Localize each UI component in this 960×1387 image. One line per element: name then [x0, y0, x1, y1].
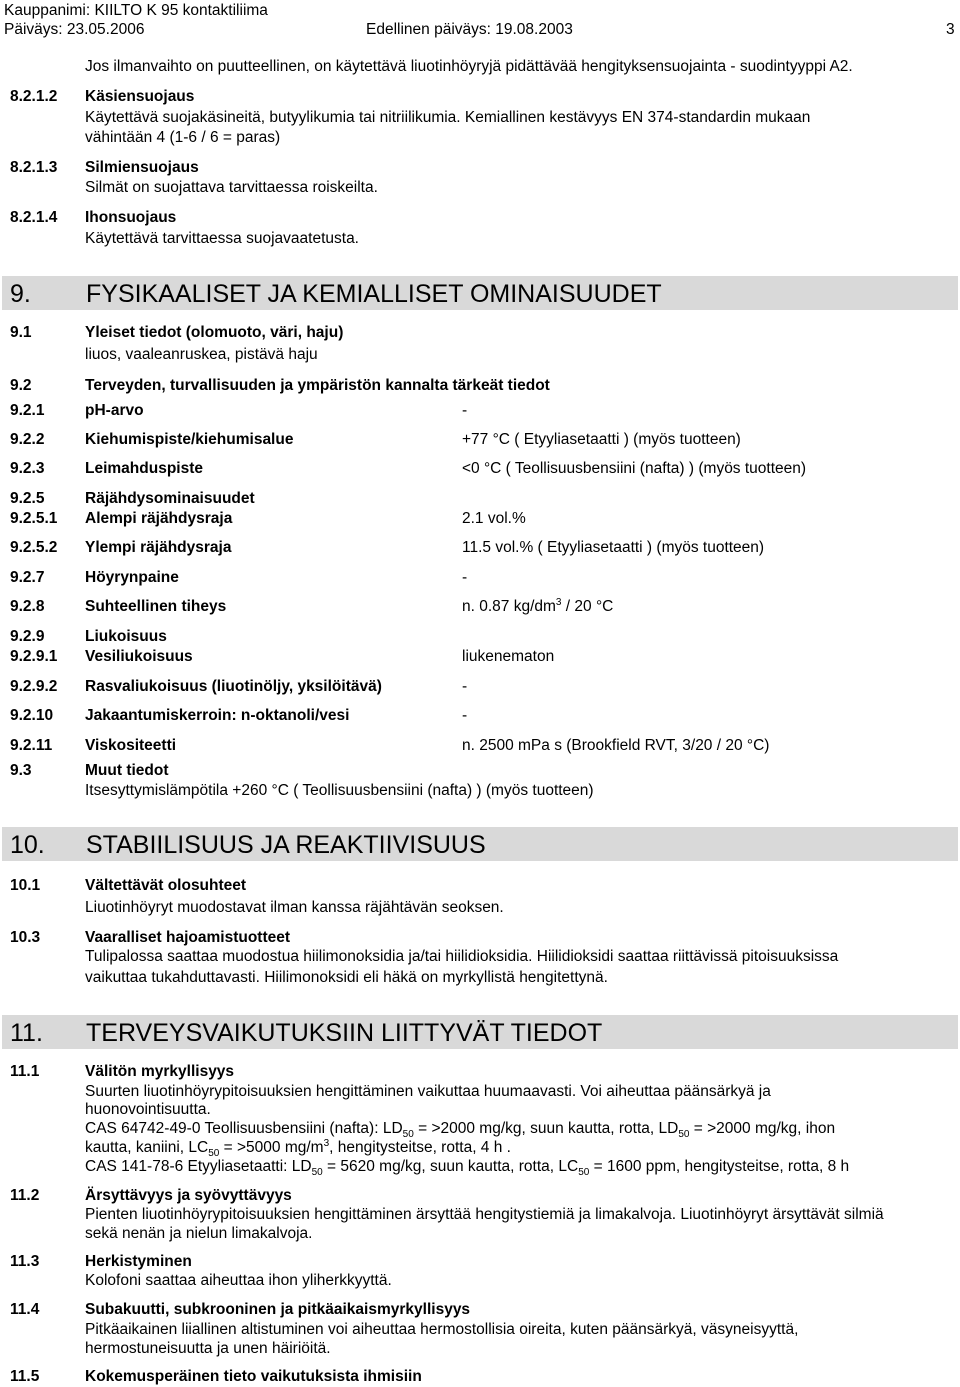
section-num: 11.1	[10, 1063, 40, 1080]
section-title: Vaaralliset hajoamistuotteet	[85, 929, 291, 946]
section-title: Herkistyminen	[85, 1253, 192, 1270]
section-text: Käytettävä suojakäsineitä, butyylikumia tai nitriilikumia. Kemiallinen kestävyys EN 374-standardin mukaan	[85, 109, 811, 126]
section-num: 9.1	[10, 324, 32, 341]
section-title: Ärsyttävyys ja syövyttävyys	[85, 1187, 292, 1204]
property-num: 9.2.9.2	[10, 678, 58, 695]
property-num: 9.2.11	[10, 737, 53, 754]
section-text: huonovointisuutta.	[85, 1101, 211, 1118]
section-text: Tulipalossa saattaa muodostua hiilimonoksidia ja/tai hiilidioksidia. Hiilidioksidi saattaa riittävissä pitoisuuksissa	[85, 948, 839, 965]
toxicity-line: CAS 141-78-6 Etyyliasetaatti: $LD_{50} = 5620$ mg/kg, suun kautta, rotta, $LC_{50} = 1600$ ppm, hengitysteitse, rotta, 8 h	[85, 1158, 850, 1179]
toxicity-line: CAS 64742-49-0 Teollisuusbensiini (nafta): $LD_{50} = >2000$ mg/kg, suun kautta, rotta, $LD_{50} = >2000$ mg/kg, ihon	[85, 1120, 836, 1141]
property-label: Leimahduspiste	[85, 460, 203, 477]
section-num: 10.3	[10, 929, 41, 946]
heading-number: 9.	[10, 280, 31, 308]
section-title: Kokemusperäinen tieto vaikutuksista ihmisiin	[85, 1368, 422, 1385]
property-num: 9.2.10	[10, 707, 54, 724]
property-value: -	[462, 707, 468, 724]
section-num: 9.3	[10, 762, 32, 779]
section-heading-9	[2, 276, 958, 310]
property-label: Ylempi räjähdysraja	[85, 539, 232, 556]
property-num: 9.2.5.1	[10, 510, 58, 527]
section-num: 11.5	[10, 1368, 40, 1385]
section-text: Itsesyttymislämpötila +260 °C ( Teollisuusbensiini (nafta) ) (myös tuotteen)	[85, 782, 594, 799]
property-num: 9.2.9.1	[10, 648, 58, 665]
section-heading-11	[2, 1015, 958, 1049]
respiratory-note: Jos ilmanvaihto on puutteellinen, on käytettävä liuotinhöyryjä pidättävää hengityksensuojainta - suodintyyppi A2.	[85, 58, 853, 75]
document-date: Päiväys: 23.05.2006	[4, 21, 145, 38]
heading-number: 11.	[10, 1019, 43, 1047]
section-text: Liuotinhöyryt muodostavat ilman kanssa räjähtävän seoksen.	[85, 899, 504, 916]
heading-title: STABIILISUUS JA REAKTIIVISUUS	[86, 831, 486, 859]
property-value: n. 0.87 $kg/dm^3 / 20$ °C	[462, 596, 614, 615]
section-text: vaikuttaa tukahduttavasti. Hiilimonoksidi eli häkä on myrkyllistä hengitettynä.	[85, 969, 608, 986]
section-num: 11.3	[10, 1253, 40, 1270]
property-label: Jakaantumiskerroin: n-oktanoli/vesi	[85, 707, 350, 724]
section-text: Kolofoni saattaa aiheuttaa ihon yliherkkyyttä.	[85, 1272, 392, 1289]
toxicity-line: kautta, kaniini, $LC_{50} = >5000$ $mg/m^3$, hengitysteitse, rotta, 4 h .	[85, 1137, 511, 1160]
section-text: sekä nenän ja nielun limakalvoja.	[85, 1225, 313, 1242]
section-num: 8.2.1.2	[10, 88, 58, 105]
property-label: Vesiliukoisuus	[85, 648, 193, 665]
property-label: Suhteellinen tiheys	[85, 598, 227, 615]
property-num: 9.2.8	[10, 598, 45, 615]
property-label: Viskositeetti	[85, 737, 177, 754]
property-value: liukenematon	[462, 648, 555, 665]
section-text: Suurten liuotinhöyrypitoisuuksien hengittäminen vaikuttaa huumaavasti. Voi aiheuttaa päänsärkyä ja	[85, 1083, 771, 1100]
property-label: Liukoisuus	[85, 628, 167, 645]
property-label: Rasvaliukoisuus (liuotinöljy, yksilöitävä)	[85, 678, 382, 695]
property-num: 9.2.5	[10, 490, 45, 507]
section-title: Terveyden, turvallisuuden ja ympäristön kannalta tärkeät tiedot	[85, 377, 550, 394]
property-num: 9.2.3	[10, 460, 45, 477]
section-heading-10	[2, 827, 958, 861]
product-name: Kauppanimi: KIILTO K 95 kontaktiliima	[4, 2, 268, 19]
section-title: Subakuutti, subkrooninen ja pitkäaikaismyrkyllisyys	[85, 1301, 471, 1318]
heading-title: TERVEYSVAIKUTUKSIIN LIITTYVÄT TIEDOT	[86, 1019, 603, 1047]
heading-number: 10.	[10, 831, 45, 859]
property-label: Alempi räjähdysraja	[85, 510, 233, 527]
section-num: 9.2	[10, 377, 32, 394]
section-text: Pitkäaikainen liiallinen altistuminen voi aiheuttaa hermostollisia oireita, kuten päänsärkyä, väsyneisyyttä,	[85, 1321, 799, 1338]
section-title: Yleiset tiedot (olomuoto, väri, haju)	[85, 324, 344, 341]
section-text: vähintään 4 (1-6 / 6 = paras)	[85, 129, 281, 146]
property-label: Räjähdysominaisuudet	[85, 490, 255, 507]
property-value: 11.5 vol.% ( Etyyliasetaatti ) (myös tuotteen)	[462, 539, 765, 556]
section-text: liuos, vaaleanruskea, pistävä haju	[85, 346, 318, 363]
section-num: 10.1	[10, 877, 41, 894]
property-value: n. 2500 mPa s (Brookfield RVT, 3/20 / 20 °C)	[462, 737, 770, 754]
property-value: -	[462, 402, 468, 419]
property-num: 9.2.5.2	[10, 539, 58, 556]
section-num: 8.2.1.3	[10, 159, 58, 176]
property-value: -	[462, 569, 468, 586]
section-title: Välitön myrkyllisyys	[85, 1063, 235, 1080]
section-num: 11.4	[10, 1301, 40, 1318]
property-num: 9.2.1	[10, 402, 45, 419]
property-label: pH-arvo	[85, 402, 144, 419]
property-label: Höyrynpaine	[85, 569, 179, 586]
section-num: 8.2.1.4	[10, 209, 58, 226]
section-text: Käytettävä tarvittaessa suojavaatetusta.	[85, 230, 359, 247]
section-title: Ihonsuojaus	[85, 209, 177, 226]
section-text: hermostuneisuutta ja unen häiriöitä.	[85, 1340, 331, 1357]
property-value: -	[462, 678, 468, 695]
section-text: Silmät on suojattava tarvittaessa roiskeilta.	[85, 179, 378, 196]
page-number: 3	[946, 21, 955, 38]
heading-title: FYSIKAALISET JA KEMIALLISET OMINAISUUDET	[86, 280, 662, 308]
section-text: Pienten liuotinhöyrypitoisuuksien hengittäminen ärsyttää hengitystiemiä ja limakalvoja. Liuotinhöyryt ärsyttävät silmiä	[85, 1206, 884, 1223]
section-num: 11.2	[10, 1187, 40, 1204]
section-title: Käsiensuojaus	[85, 88, 195, 105]
previous-date: Edellinen päiväys: 19.08.2003	[366, 21, 573, 38]
section-title: Silmiensuojaus	[85, 159, 199, 176]
section-title: Muut tiedot	[85, 762, 169, 779]
section-title: Vältettävät olosuhteet	[85, 877, 247, 894]
property-label: Kiehumispiste/kiehumisalue	[85, 431, 294, 448]
property-value: 2.1 vol.%	[462, 510, 526, 527]
property-num: 9.2.7	[10, 569, 45, 586]
property-value: <0 °C ( Teollisuusbensiini (nafta) ) (myös tuotteen)	[462, 460, 807, 477]
property-value: +77 °C ( Etyyliasetaatti ) (myös tuotteen)	[462, 431, 741, 448]
property-num: 9.2.2	[10, 431, 45, 448]
property-num: 9.2.9	[10, 628, 45, 645]
